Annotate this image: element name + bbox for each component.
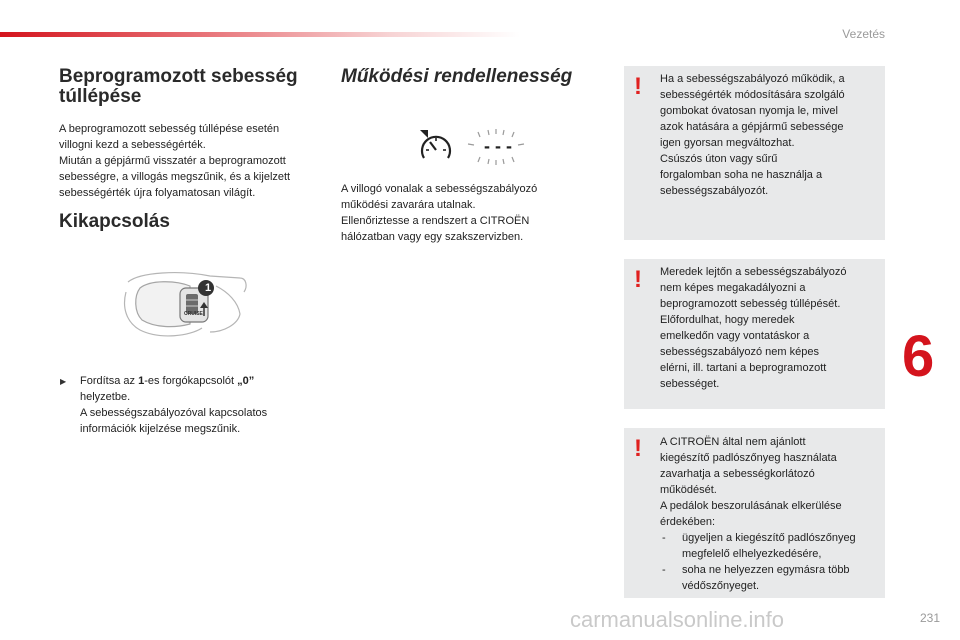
warning-text-1: Ha a sebességszabályozó működik, a sebességérték módosítására szolgáló gombokat óvatosan nyomja le, mivel azok hatására a gépjármű sebessége igen gyorsan megváltozhat. Csúszós úton vagy sűrű forgalomban soha ne használja a sebességszabályozót. bbox=[660, 73, 845, 197]
warning-box-3 bbox=[624, 428, 885, 598]
switch-off-title: Kikapcsolás bbox=[59, 211, 170, 232]
page-number: 231 bbox=[919, 611, 940, 625]
step-bullet-icon: ▶ bbox=[60, 377, 67, 386]
warning-text-2: Meredek lejtőn a sebességszabályozó nem képes megakadályozni a beprogramozott sebesség túllépését. Előfordulhat, hogy meredek emelkedőn vagy vontatáskor a sebességszabályozó nem képes elérni, ill. tartani a beprogramozott sebességet. bbox=[660, 266, 847, 390]
speedometer-icon bbox=[418, 128, 456, 166]
list-item: - ügyeljen a kiegészítő padlószőnyeg megfelelő elhelyezkedésére, bbox=[662, 532, 856, 560]
switch-badge: 1 bbox=[204, 282, 212, 294]
header-accent-bar bbox=[0, 32, 520, 37]
steering-switch-illustration bbox=[120, 262, 255, 342]
section-label: Vezetés bbox=[842, 27, 885, 41]
speed-exceed-text: A beprogramozott sebesség túllépése esetén villogni kezd a sebességérték. Miután a gépjármű visszatér a beprogramozott sebességre, a villogás megszűnik, és a kijelzett sebességérték újra folyamatosan világít. bbox=[59, 123, 291, 199]
warning-box-1 bbox=[624, 66, 885, 240]
warning-icon: ! bbox=[634, 266, 642, 293]
warning-text-3: A CITROËN által nem ajánlott kiegészítő padlószőnyeg használata zavarhatja a sebességkorlátozó működését. A pedálok beszorulásának elkerülése érdekében: - ügyeljen a kiegészítő padlószőnyeg megfelelő elhelyezkedésére, - soha ne helyezzen egymásra több védőszőnyeget. bbox=[660, 436, 856, 592]
chapter-number: 6 bbox=[902, 324, 935, 389]
display-dashes-text: - - - bbox=[484, 136, 512, 156]
list-item: - soha ne helyezzen egymásra több védőszőnyeget. bbox=[662, 564, 850, 592]
warning-icon: ! bbox=[634, 435, 642, 462]
malfunction-title: Működési rendellenesség bbox=[341, 66, 573, 87]
warning-box-2 bbox=[624, 259, 885, 409]
warning-icon: ! bbox=[634, 73, 642, 100]
speed-exceed-title: Beprogramozott sebesség túllépése bbox=[59, 66, 298, 107]
malfunction-text: A villogó vonalak a sebességszabályozó működési zavarára utalnak. Ellenőriztesse a rendszert a CITROËN hálózatban vagy egy szakszervizben. bbox=[341, 183, 538, 243]
watermark: carmanualsonline.info bbox=[570, 607, 785, 632]
switch-label: CRUISE bbox=[184, 311, 203, 317]
switch-off-step: Fordítsa az 1-es forgókapcsolót „0” helyzetbe. A sebességszabályozóval kapcsolatos információk kijelzése megszűnik. bbox=[80, 375, 268, 435]
